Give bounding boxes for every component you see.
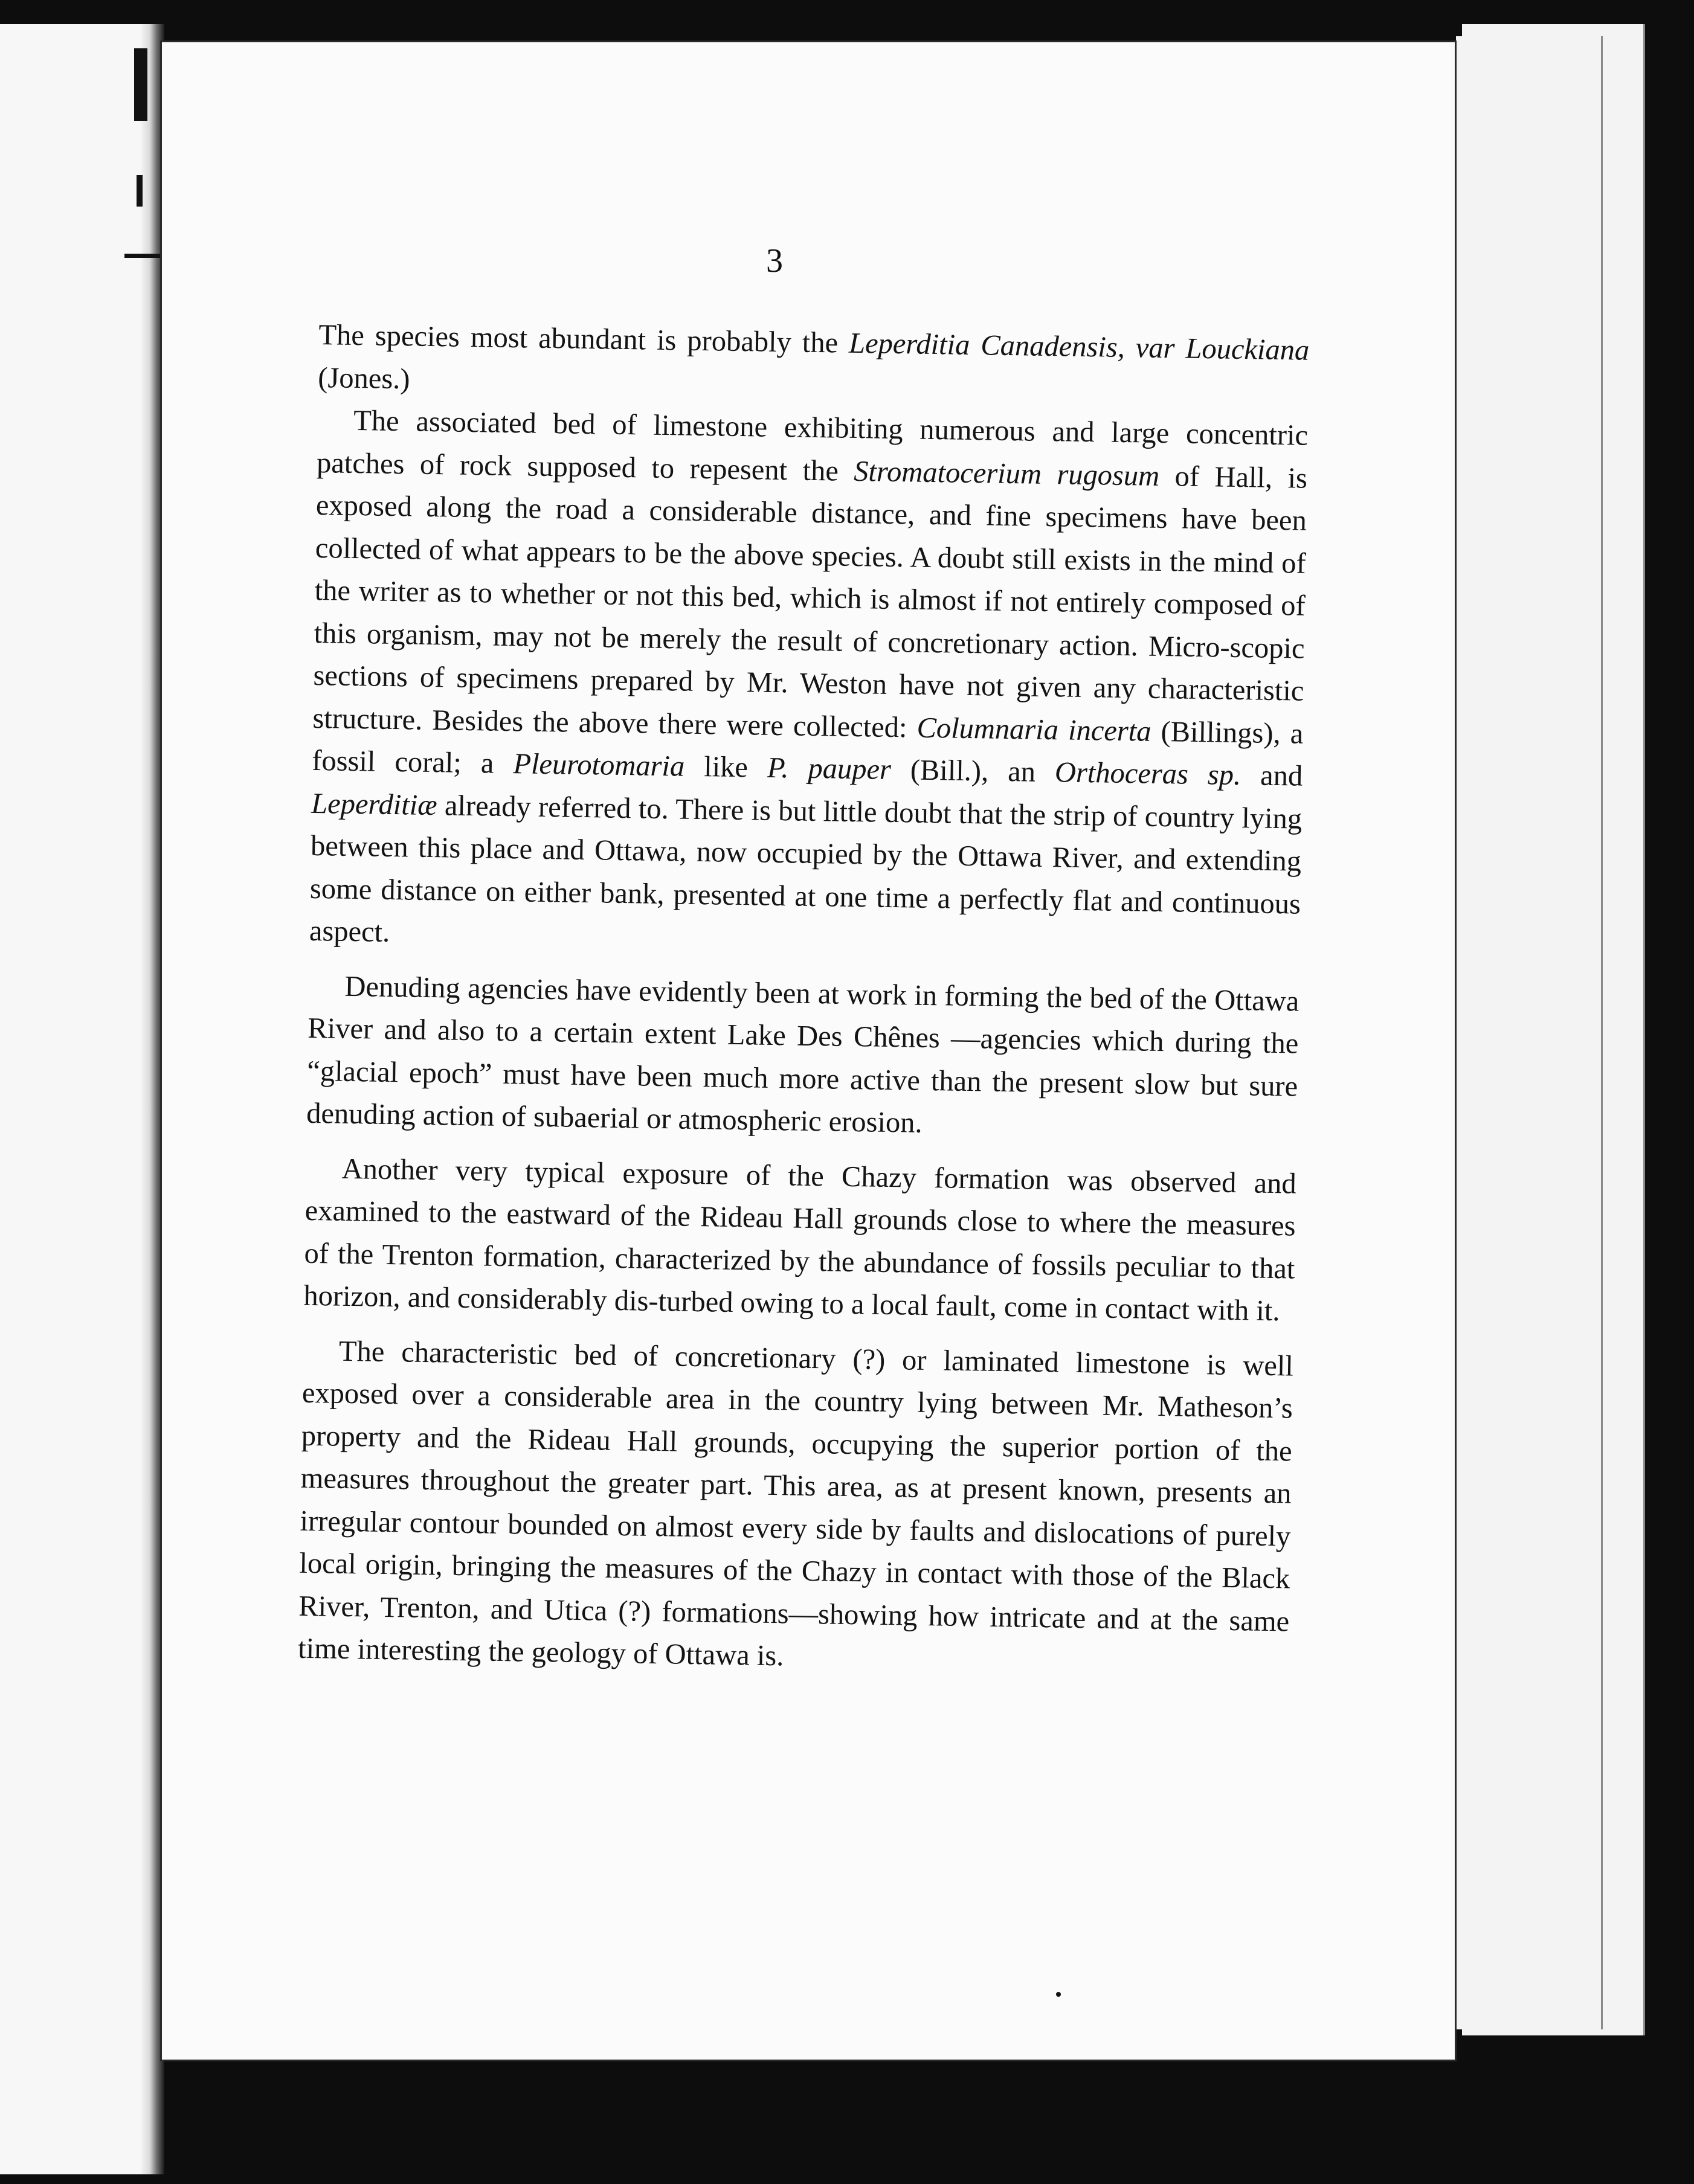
italic-text: Stromatocerium rugosum <box>853 455 1160 492</box>
page-number: 3 <box>766 242 783 280</box>
text-span: (Billings), a fossil coral; a <box>311 715 1304 780</box>
book-page <box>162 42 1455 2060</box>
gutter-mark <box>134 48 147 121</box>
paragraph <box>309 399 1308 968</box>
text-span: (Bill.), an <box>890 753 1055 789</box>
italic-text: Columnaria incerta <box>916 711 1151 748</box>
text-span: already referred to. There is but little doubt that the strip of country lying between this place and Ottawa, now occupied by the Ottawa River, and extending some distance on either bank, presented at one time a perfectly flat and continuous aspect. <box>309 789 1303 948</box>
text-span: The species most abundant is probably the <box>318 318 849 359</box>
page-stack-edge <box>1456 36 1603 2029</box>
italic-text: Pleurotomaria <box>513 748 685 783</box>
text-span: like <box>684 750 768 784</box>
text-span: The associated bed of limestone exhibiting numerous and large concentric patches of rock supposed to repesent the <box>316 404 1309 487</box>
speck <box>1056 1992 1061 1997</box>
italic-text: Orthoceras sp. <box>1054 756 1242 792</box>
gutter-mark <box>137 175 143 207</box>
text-span: and <box>1240 759 1303 792</box>
italic-text: P. pauper <box>767 751 892 786</box>
text-span: of Hall, is exposed along the road a considerable distance, and fine specimens have been collected of what appears to be the above species. A doubt still exists in the mind of the writer as to whether or not this bed, which is almost if not entirely composed of this organism, may not be merely the result of concretionary action. Micro-scopic sections of specimens prepared by Mr. Weston have not given any characteristic structure. Besides the above there were collected: <box>312 460 1308 744</box>
book-gutter <box>140 24 164 2174</box>
text-span: The characteristic bed of concretionary (?) or laminated limestone is well exposed over a considerable area in the country lying between Mr. Matheson’s property and the Rideau Hall grounds, occupying the superior portion of the measures throughout the greater part. This area, as at present known, presents an irregular contour bounded on almost every side by faults and dislocations of purely local origin, bringing the measures of the Chazy in contact with those of the Black River, Trenton, and Utica (?) formations—showing how intricate and at the same time interesting the geology of Ottawa is. <box>297 1335 1294 1672</box>
text-span: (Jones.) <box>317 361 410 395</box>
paragraph <box>298 1329 1294 1686</box>
italic-text: Leperditiæ <box>311 787 438 821</box>
text-span: Another very typical exposure of the Chazy formation was observed and examined to the eastward of the Rideau Hall grounds close to where the measures of the Trenton formation, characterized by the abundance of fossils peculiar to that horizon, and considerably dis-turbed owing to a local fault, come in contact with it. <box>303 1152 1297 1328</box>
paragraph <box>303 1147 1296 1333</box>
gutter-mark <box>124 254 163 258</box>
body-text <box>298 314 1310 1686</box>
facing-page-edge <box>0 24 151 2174</box>
italic-text: Leperditia Canadensis, var Louckiana <box>848 327 1310 367</box>
text-span: Denuding agencies have evidently been at work in forming the bed of the Ottawa River and also to a certain extent Lake Des Chênes —agencies which during the “glacial epoch” must have been much more active than the present slow but sure denuding action of subaerial or atmospheric erosion. <box>306 970 1299 1139</box>
paragraph <box>318 314 1310 415</box>
paragraph <box>306 965 1299 1151</box>
